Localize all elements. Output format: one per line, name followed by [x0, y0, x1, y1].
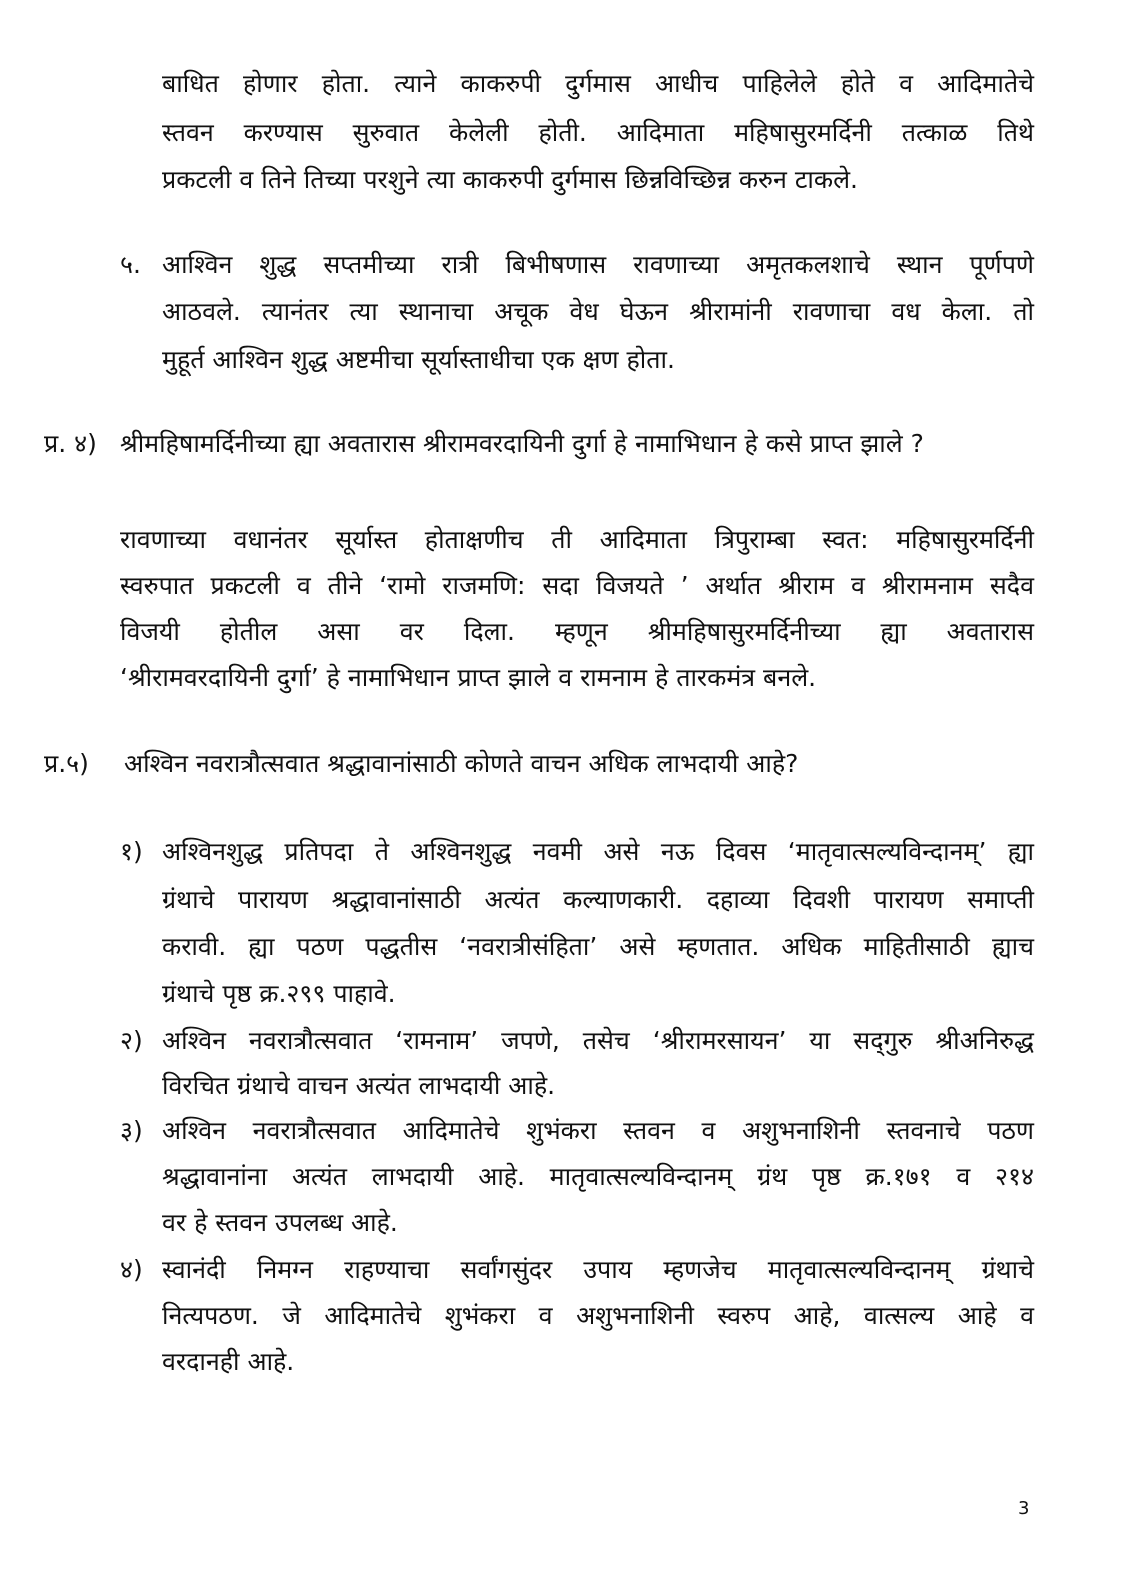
item-number: ४) — [120, 1255, 143, 1284]
item-line: श्रद्धावानांना अत्यंत लाभदायी आहे. मातृवात्सल्यविन्दानम् ग्रंथ पृष्ठ क्र.१७१ व २१४ — [162, 1162, 1034, 1191]
item-line: वर हे स्तवन उपलब्ध आहे. — [162, 1208, 398, 1237]
page-number: 3 — [1018, 1498, 1030, 1519]
item-line: ग्रंथाचे पृष्ठ क्र.२९९ पाहावे. — [162, 979, 396, 1008]
paragraph-line: आश्विन शुद्ध सप्तमीच्या रात्री बिभीषणास रावणाच्या अमृतकलशाचे स्थान पूर्णपणे — [162, 250, 1034, 279]
item-line: ग्रंथाचे पारायण श्रद्धावानांसाठी अत्यंत कल्याणकारी. दहाव्या दिवशी पारायण समाप्ती — [162, 885, 1034, 914]
paragraph-line: विजयी होतील असा वर दिला. म्हणून श्रीमहिषासुरमर्दिनीच्या ह्या अवतारास — [120, 617, 1034, 646]
paragraph-line: स्वरुपात प्रकटली व तीने ‘रामो राजमणि: सदा विजयते ’ अर्थात श्रीराम व श्रीरामनाम सदैव — [120, 571, 1034, 600]
question-text: अश्विन नवरात्रौत्सवात श्रद्धावानांसाठी कोणते वाचन अधिक लाभदायी आहे? — [124, 749, 799, 778]
paragraph-line: बाधित होणार होता. त्याने काकरुपी दुर्गमास आधीच पाहिलेले होते व आदिमातेचे — [162, 69, 1034, 98]
question-label: प्र.५) — [44, 749, 89, 778]
item-line: करावी. ह्या पठण पद्धतीस ‘नवरात्रीसंहिता’ असे म्हणतात. अधिक माहितीसाठी ह्याच — [162, 932, 1034, 961]
paragraph-line: रावणाच्या वधानंतर सूर्यास्त होताक्षणीच ती आदिमाता त्रिपुराम्बा स्वत: महिषासुरमर्दिनी — [120, 525, 1034, 554]
item-line: अश्विन नवरात्रौत्सवात ‘रामनाम’ जपणे, तसेच ‘श्रीरामरसायन’ या सद्‌गुरु श्रीअनिरुद्ध — [162, 1026, 1034, 1055]
paragraph-line: ‘श्रीरामवरदायिनी दुर्गा’ हे नामाभिधान प्राप्त झाले व रामनाम हे तारकमंत्र बनले. — [120, 663, 817, 692]
item-line: स्वानंदी निमग्न राहण्याचा सर्वांगसुंदर उपाय म्हणजेच मातृवात्सल्यविन्दानम् ग्रंथाचे — [162, 1255, 1034, 1284]
paragraph-line: मुहूर्त आश्विन शुद्ध अष्टमीचा सूर्यास्ताधीचा एक क्षण होता. — [162, 345, 675, 374]
item-line: अश्विन नवरात्रौत्सवात आदिमातेचे शुभंकरा स्तवन व अशुभनाशिनी स्तवनाचे पठण — [162, 1116, 1034, 1145]
question-text: श्रीमहिषामर्दिनीच्या ह्या अवतारास श्रीरामवरदायिनी दुर्गा हे नामाभिधान हे कसे प्राप्त झाले ? — [120, 429, 924, 458]
point-number: ५. — [120, 250, 141, 279]
paragraph-line: प्रकटली व तिने तिच्या परशुने त्या काकरुपी दुर्गमास छिन्नविच्छिन्न करुन टाकले. — [162, 165, 858, 194]
item-line: विरचित ग्रंथाचे वाचन अत्यंत लाभदायी आहे. — [162, 1071, 556, 1100]
paragraph-line: आठवले. त्यानंतर त्या स्थानाचा अचूक वेध घेऊन श्रीरामांनी रावणाचा वध केला. तो — [162, 297, 1034, 326]
paragraph-line: स्तवन करण्यास सुरुवात केलेली होती. आदिमाता महिषासुरमर्दिनी तत्काळ तिथे — [162, 118, 1034, 147]
item-line: नित्यपठण. जे आदिमातेचे शुभंकरा व अशुभनाशिनी स्वरुप आहे, वात्सल्य आहे व — [162, 1301, 1034, 1330]
item-number: २) — [120, 1026, 143, 1055]
item-line: अश्विनशुद्ध प्रतिपदा ते अश्विनशुद्ध नवमी असे नऊ दिवस ‘मातृवात्सल्यविन्दानम्’ ह्या — [162, 837, 1034, 866]
item-number: ३) — [120, 1116, 143, 1145]
question-label: प्र. ४) — [44, 429, 97, 458]
item-number: १) — [120, 837, 143, 866]
item-line: वरदानही आहे. — [162, 1347, 295, 1376]
